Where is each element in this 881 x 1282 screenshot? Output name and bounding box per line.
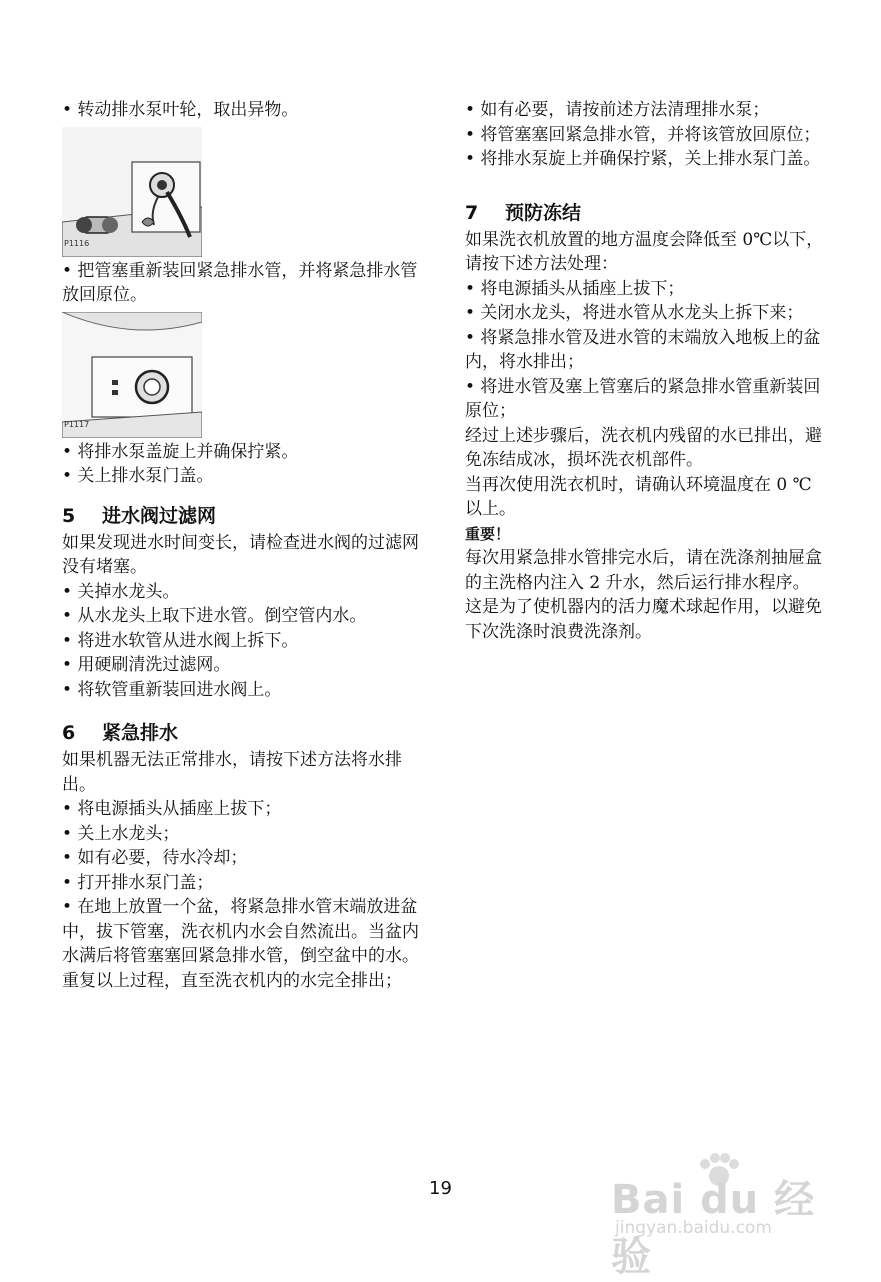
- paragraph: 如果洗衣机放置的地方温度会降低至 0℃以下，请按下述方法处理：: [465, 229, 824, 274]
- list-item: • 将进水管及塞上管塞后的紧急排水管重新装回原位；: [465, 376, 821, 421]
- watermark-logo: Bai du 经验: [611, 1177, 816, 1280]
- watermark: [611, 1150, 821, 1280]
- left-column: [62, 98, 432, 993]
- pump-impeller-illustration: [62, 127, 202, 257]
- paragraph: 如果机器无法正常排水，请按下述方法将水排出。: [62, 750, 402, 795]
- list-item: • 关掉水龙头。: [62, 581, 180, 602]
- list-item: • 如有必要，待水冷却；: [62, 848, 248, 868]
- list-item: • 用硬刷清洗过滤网。: [62, 655, 231, 675]
- pump-cover-illustration: [62, 312, 202, 438]
- figure-caption: P1117: [64, 420, 90, 429]
- list-item: • 关闭水龙头，将进水管从水龙头上拆下来；: [465, 303, 804, 323]
- list-item: • 将进水软管从进水阀上拆下。: [62, 630, 299, 651]
- list-item: • 将电源插头从插座上拔下；: [62, 799, 282, 819]
- figure-caption: P1116: [64, 239, 90, 248]
- list-item: • 关上排水泵门盖。: [62, 466, 214, 486]
- important-label: 重要！: [465, 524, 511, 543]
- list-item: • 转动排水泵叶轮，取出异物。: [62, 100, 299, 120]
- list-item: • 在地上放置一个盆，将紧急排水管末端放进盆中，拔下管塞，洗衣机内水会自然流出。当盆内水满后将管塞塞回紧急排水管，倒空盆中的水。重复以上过程，直至洗衣机内的水完全排出；: [62, 897, 419, 991]
- paragraph: 当再次使用洗衣机时，请确认环境温度在 0 ℃以上。: [465, 474, 812, 519]
- list-item: • 将紧急排水管及进水管的末端放入地板上的盆内，将水排出；: [465, 327, 821, 372]
- list-item: • 将排水泵盖旋上并确保拧紧。: [62, 441, 299, 462]
- list-item: • 如有必要，请按前述方法清理排水泵；: [465, 100, 770, 120]
- list-item: • 将排水泵旋上并确保拧紧，关上排水泵门盖。: [465, 149, 821, 169]
- paragraph: 如果发现进水时间变长，请检查进水阀的过滤网没有堵塞。: [62, 532, 419, 577]
- right-column: [465, 98, 825, 644]
- list-item: • 将管塞塞回紧急排水管，并将该管放回原位；: [465, 124, 821, 145]
- list-item: • 关上水龙头；: [62, 823, 180, 844]
- paragraph: 每次用紧急排水管排完水后，请在洗涤剂抽屉盒的主洗格内注入 2 升水，然后运行排水程序。这是为了使机器内的活力魔术球起作用，以避免下次洗涤时浪费洗涤剂。: [465, 548, 822, 642]
- list-item: • 打开排水泵门盖；: [62, 872, 214, 893]
- list-item: • 将软管重新装回进水阀上。: [62, 679, 282, 700]
- section-heading-frost-prevention: 7 预防冻结: [465, 201, 582, 224]
- list-item: • 从水龙头上取下进水管。倒空管内水。: [62, 606, 367, 626]
- section-heading-emergency-drain: 6 紧急排水: [62, 722, 179, 744]
- page-number: 19: [429, 1178, 452, 1199]
- paragraph: 经过上述步骤后，洗衣机内残留的水已排出，避免冻结成冰，损坏洗衣机部件。: [465, 425, 822, 470]
- section-heading-inlet-filter: 5 进水阀过滤网: [62, 504, 217, 527]
- watermark-url: jingyan.baidu.com: [615, 1218, 772, 1238]
- list-item: • 将电源插头从插座上拔下；: [465, 278, 685, 299]
- list-item: • 把管塞重新装回紧急排水管，并将紧急排水管放回原位。: [62, 260, 418, 305]
